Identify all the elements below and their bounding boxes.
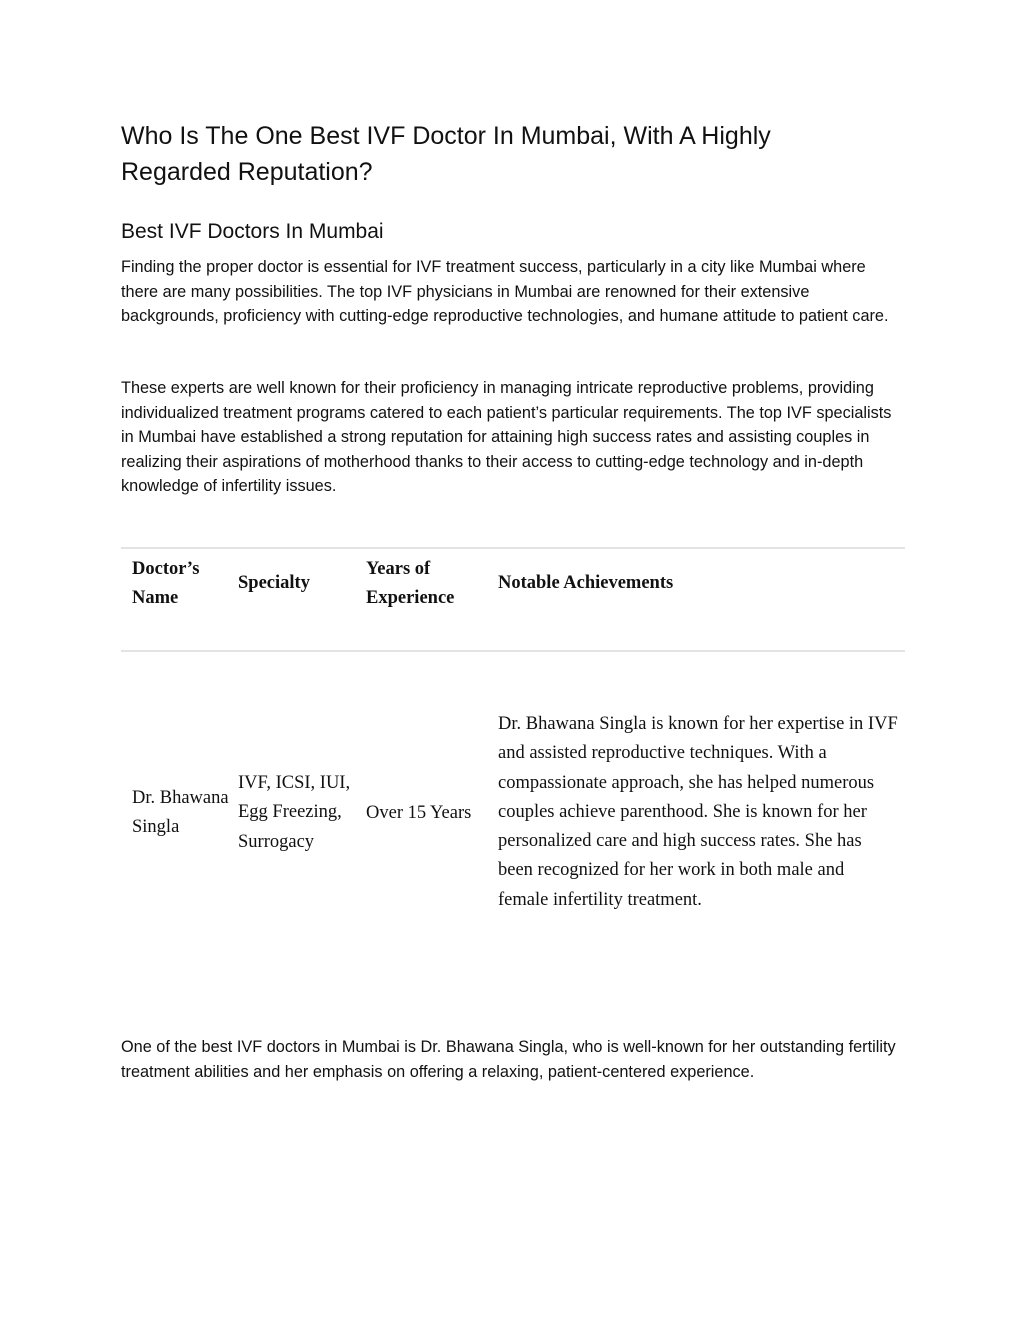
header-years-of-experience: Years of Experience xyxy=(366,559,455,609)
header-doctor-name: Doctor’s Name xyxy=(132,559,200,609)
section-heading: Best IVF Doctors In Mumbai xyxy=(121,220,384,243)
header-notable-achievements: Notable Achievements xyxy=(498,573,674,593)
cell-notable-achievements: Dr. Bhawana Singla is known for her expertise in IVF and assisted reproductive techniques. With a compassionate approach, she has helped numerous couples achieve parenthood. She is known for her personalized care and high success rates. She has been recognized for her work in both male and female infertility treatment. xyxy=(498,714,898,910)
cell-doctor-name: Dr. Bhawana Singla xyxy=(132,788,229,838)
intro-paragraph: Finding the proper doctor is essential for IVF treatment success, particularly in a city like Mumbai where there are many possibilities. The top IVF physicians in Mumbai are renowned for their extensive backgrounds, proficiency with cutting-edge reproductive technologies, and humane attitude to patient care. xyxy=(121,258,889,325)
header-specialty: Specialty xyxy=(238,573,310,593)
cell-specialty: IVF, ICSI, IUI, Egg Freezing, Surrogacy xyxy=(238,773,351,852)
page-title: Who Is The One Best IVF Doctor In Mumbai, With A Highly Regarded Reputation? xyxy=(121,122,771,186)
experts-paragraph: These experts are well known for their proficiency in managing intricate reproductive problems, providing individualized treatment programs catered to each patient’s particular requirements. The top IVF specialists in Mumbai have established a strong reputation for attaining high success rates and assisting couples in realizing their aspirations of motherhood thanks to their access to cutting-edge technology and in-depth knowledge of infertility issues. xyxy=(121,379,892,495)
table-header-divider xyxy=(121,650,905,652)
conclusion-paragraph: One of the best IVF doctors in Mumbai is Dr. Bhawana Singla, who is well-known for her outstanding fertility treatment abilities and her emphasis on offering a relaxing, patient-centered experience. xyxy=(121,1038,896,1081)
table-top-divider xyxy=(121,547,905,549)
cell-years-of-experience: Over 15 Years xyxy=(366,803,472,823)
